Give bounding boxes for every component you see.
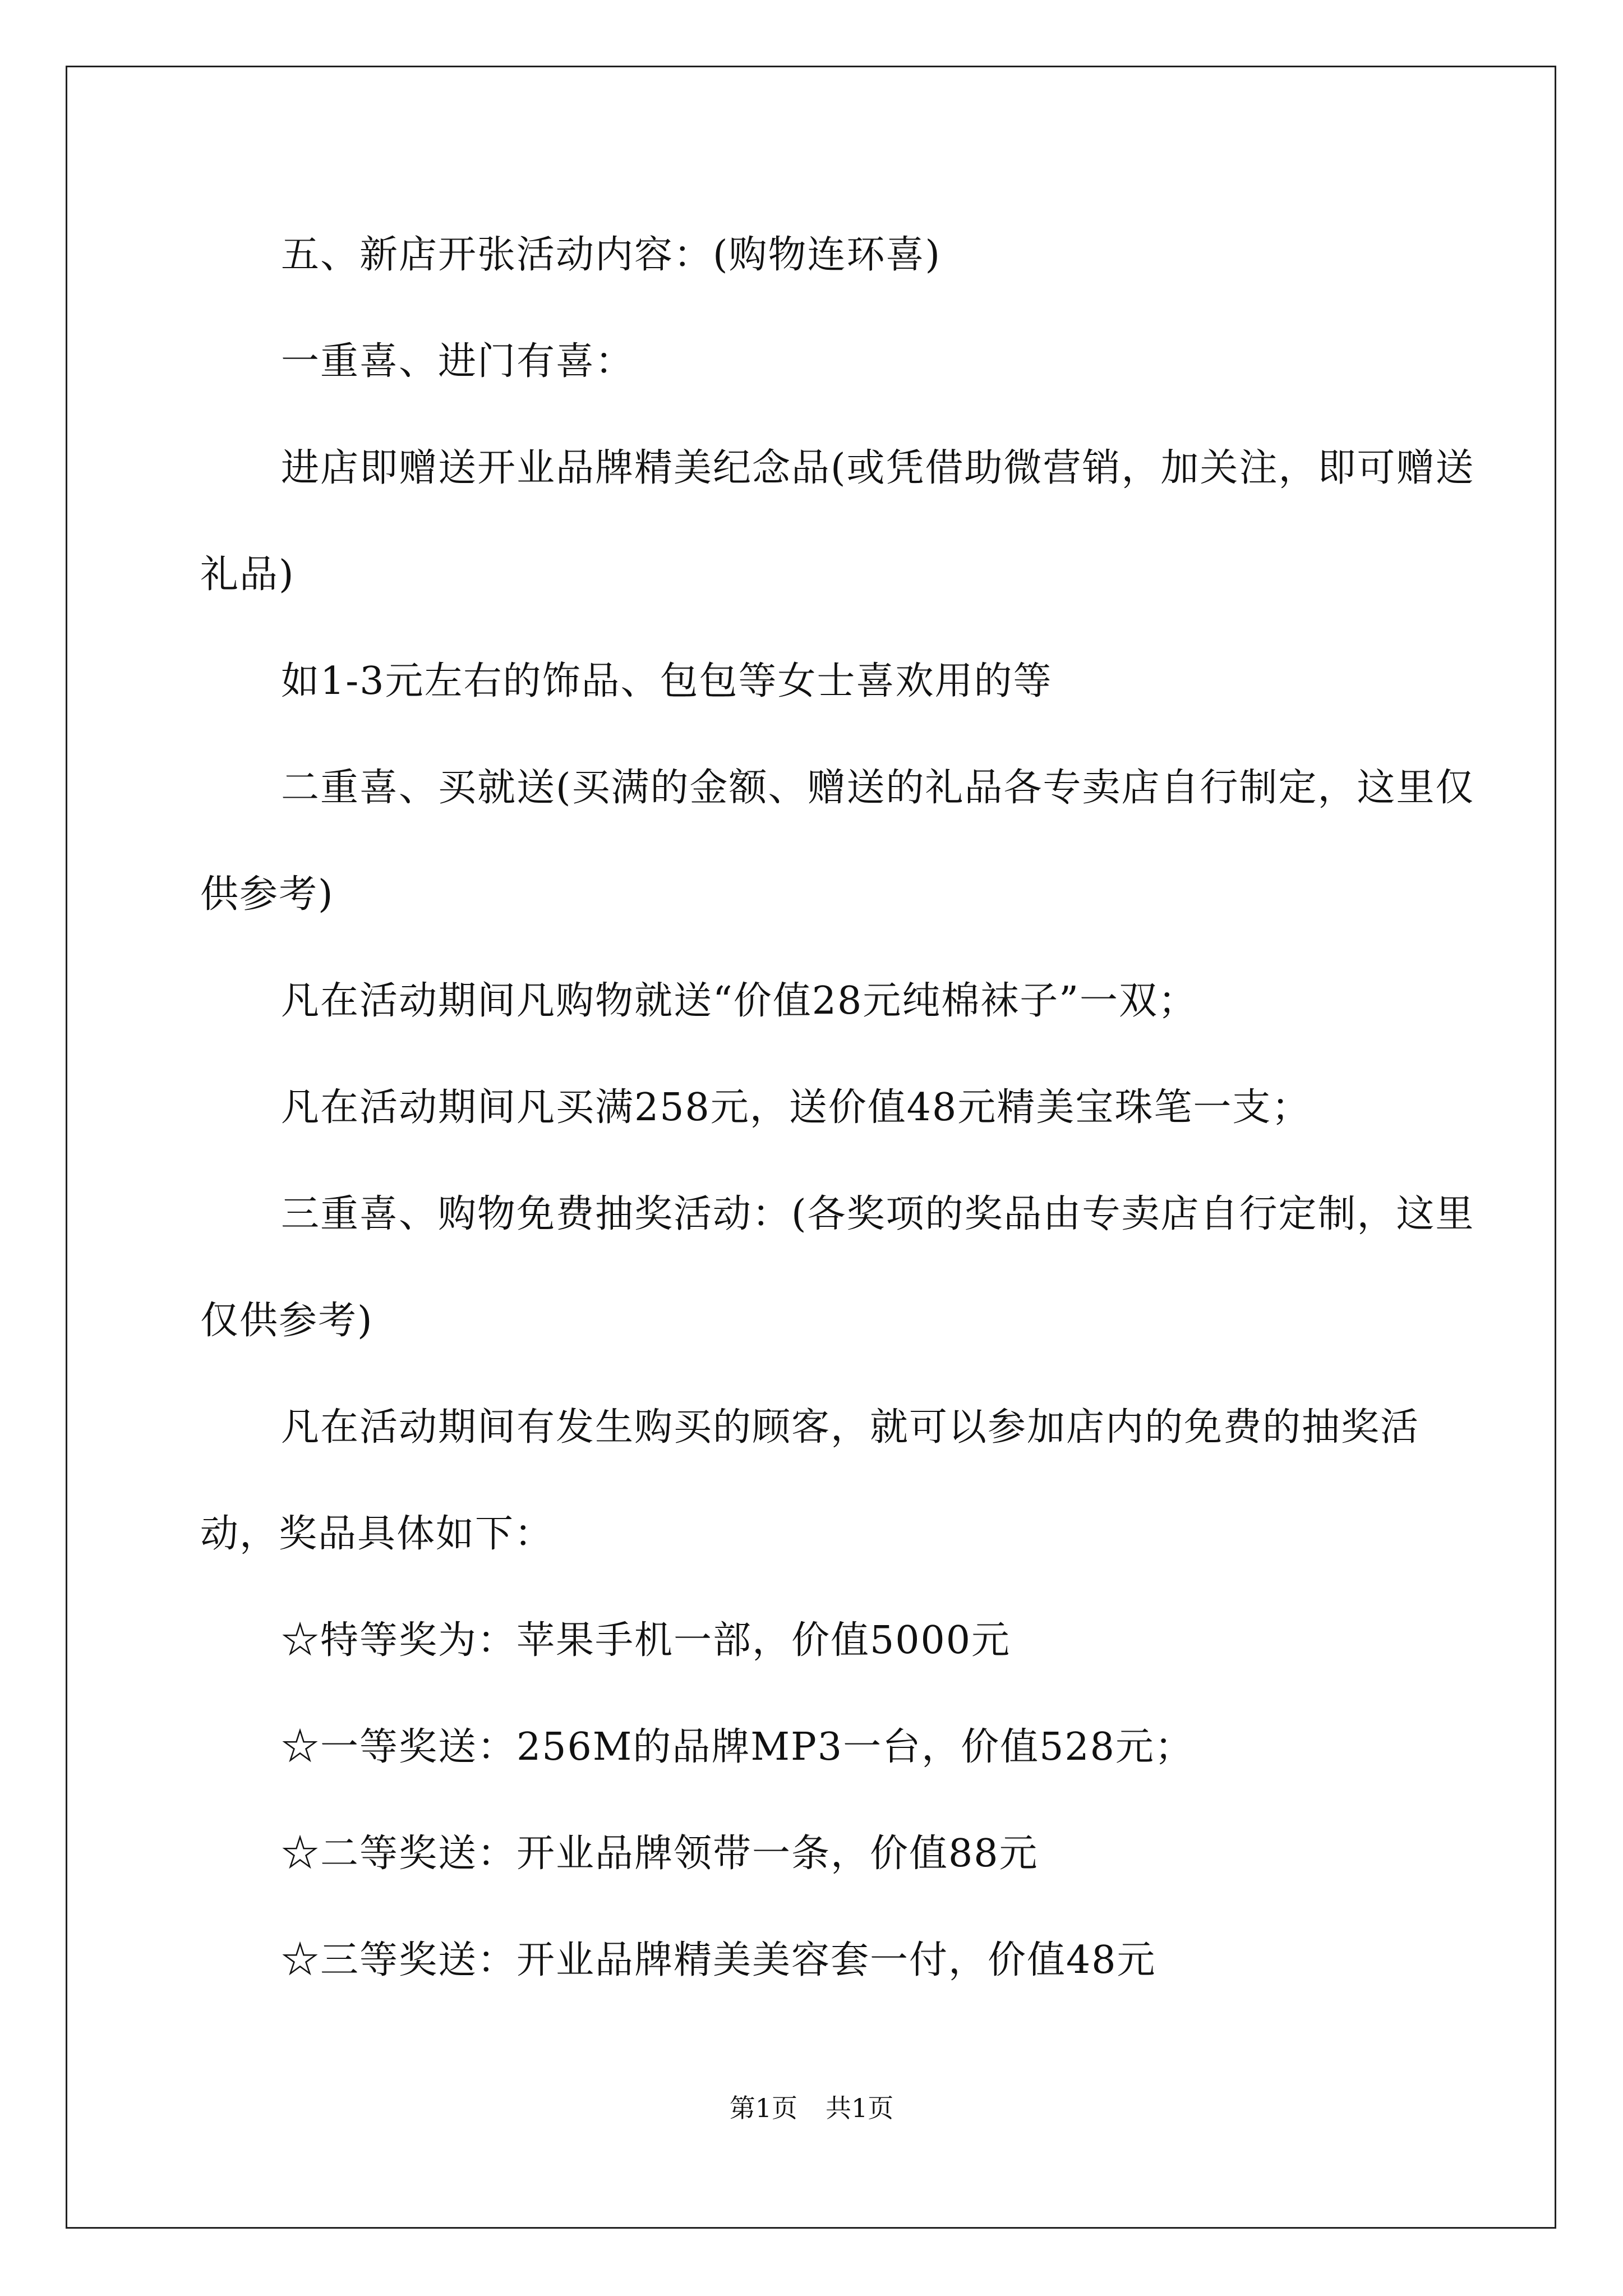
subheading: 三重喜、购物免费抽奖活动：(各奖项的奖品由专卖店自行定制，这里仅供参考) [200,1192,1475,1343]
subheading: 二重喜、买就送(买满的金额、赠送的礼品各专卖店自行制定，这里仅供参考) [200,766,1475,917]
paragraph: 凡在活动期间有发生购买的顾客，就可以参加店内的免费的抽奖活动，奖品具体如下： [200,1405,1420,1556]
prize-item: ☆特等奖为：苹果手机一部，价值5000元 [281,1618,1011,1663]
paragraph: 如1-3元左右的饰品、包包等女士喜欢用的等 [281,659,1053,703]
paragraph: 凡在活动期间凡购物就送“价值28元纯棉袜子”一双； [281,979,1198,1023]
paragraph: 凡在活动期间凡买满258元，送价值48元精美宝珠笔一支； [281,1085,1311,1130]
page-footer [0,2091,1623,2125]
prize-item: ☆一等奖送：256M的品牌MP3一台，价值528元； [281,1725,1194,1769]
section-heading: 五、新店开张活动内容：(购物连环喜) [281,233,942,277]
document-body [200,202,1484,2014]
prize-item: ☆三等奖送：开业品牌精美美容套一付，价值48元 [281,1938,1156,1982]
page-number: 第1页 [729,2093,797,2123]
page-total: 共1页 [826,2093,894,2123]
paragraph: 进店即赠送开业品牌精美纪念品(或凭借助微营销，加关注，即可赠送礼品) [200,446,1475,597]
subheading: 一重喜、进门有喜： [281,339,635,384]
prize-item: ☆二等奖送：开业品牌领带一条，价值88元 [281,1832,1039,1876]
